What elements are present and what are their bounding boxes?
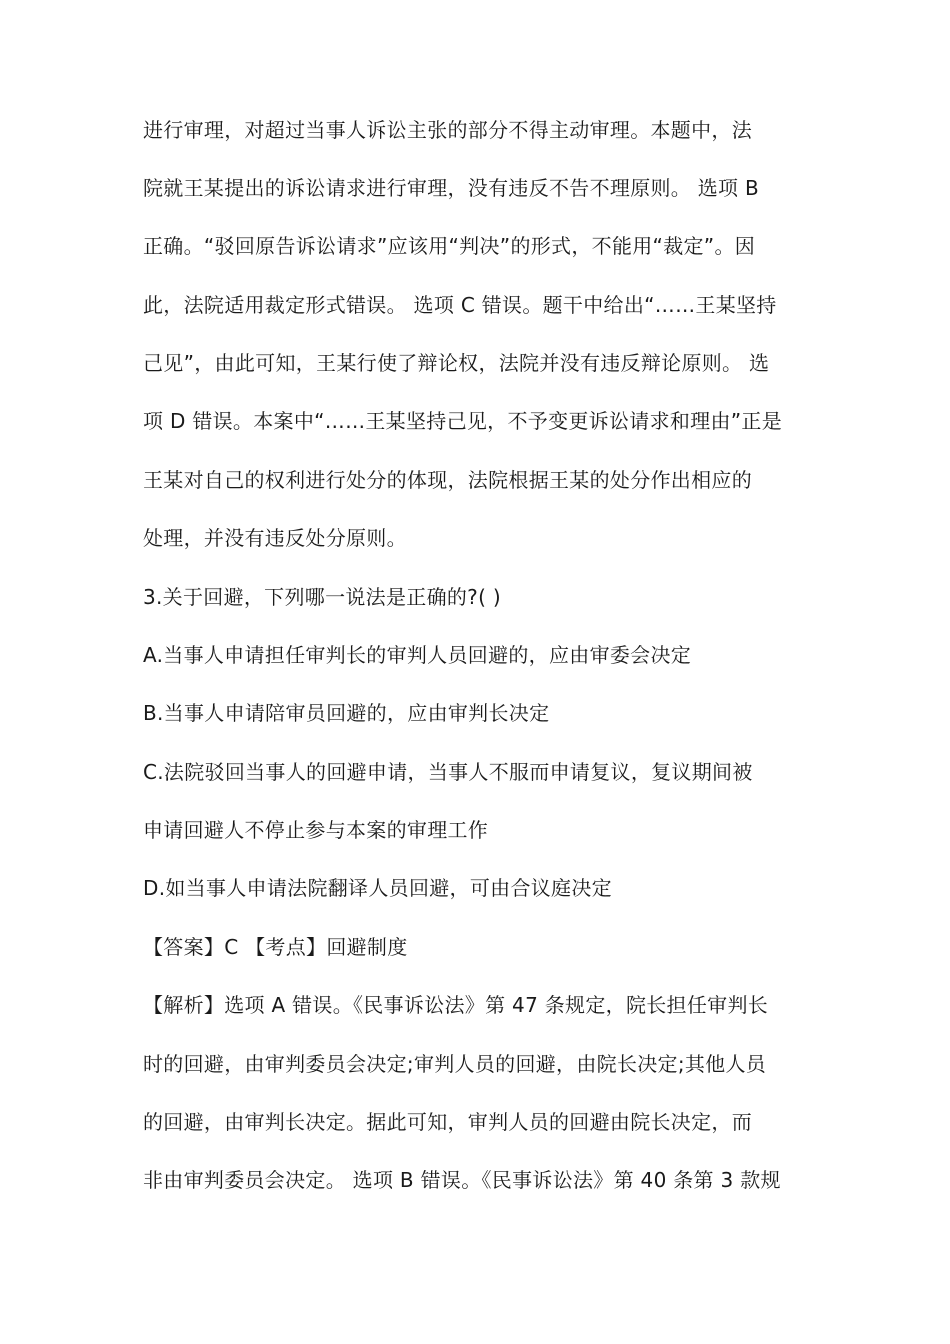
option-b: B.当事人申请陪审员回避的，应由审判长决定	[143, 701, 550, 725]
text-line-6: 项 D 错误。本案中“……王某坚持己见，不予变更诉讼请求和理由”正是	[143, 409, 783, 433]
question-title: 3.关于回避，下列哪一说法是正确的?( )	[143, 585, 501, 609]
text-line-3: 正确。“驳回原告诉讼请求”应该用“判决”的形式，不能用“裁定”。因	[143, 234, 756, 258]
answer-line: 【答案】C 【考点】回避制度	[143, 935, 408, 959]
text-line-4: 此，法院适用裁定形式错误。 选项 C 错误。题干中给出“……王某坚持	[143, 293, 777, 317]
option-d: D.如当事人申请法院翻译人员回避，可由合议庭决定	[143, 876, 612, 900]
option-c-line-2: 申请回避人不停止参与本案的审理工作	[143, 818, 489, 842]
text-line-2: 院就王某提出的诉讼请求进行审理，没有违反不告不理原则。 选项 B	[143, 176, 760, 200]
text-line-1: 进行审理，对超过当事人诉讼主张的部分不得主动审理。本题中，法	[143, 118, 752, 142]
text-line-7: 王某对自己的权利进行处分的体现，法院根据王某的处分作出相应的	[143, 468, 752, 492]
text-line-8: 处理，并没有违反处分原则。	[143, 526, 407, 550]
analysis-line-4: 非由审判委员会决定。 选项 B 错误。《民事诉讼法》第 40 条第 3 款规	[143, 1168, 781, 1192]
option-a: A.当事人申请担任审判长的审判人员回避的，应由审委会决定	[143, 643, 692, 667]
analysis-line-3: 的回避，由审判长决定。据此可知，审判人员的回避由院长决定，而	[143, 1110, 752, 1134]
text-line-5: 己见”，由此可知，王某行使了辩论权，法院并没有违反辩论原则。 选	[143, 351, 770, 375]
analysis-line-1: 【解析】选项 A 错误。《民事诉讼法》第 47 条规定，院长担任审判长	[143, 993, 769, 1017]
analysis-line-2: 时的回避，由审判委员会决定;审判人员的回避，由院长决定;其他人员	[143, 1052, 767, 1076]
option-c-line-1: C.法院驳回当事人的回避申请，当事人不服而申请复议，复议期间被	[143, 760, 753, 784]
